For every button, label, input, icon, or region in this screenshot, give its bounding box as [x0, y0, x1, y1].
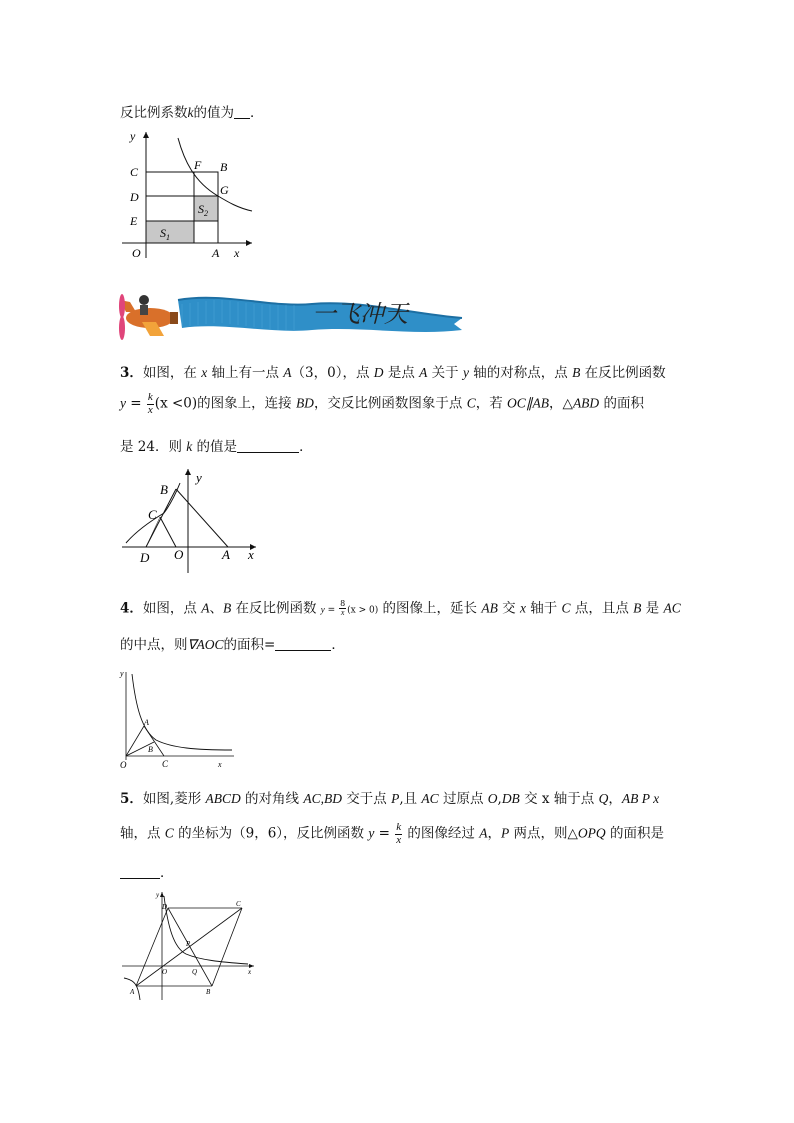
- text-span: k: [147, 391, 153, 403]
- fig-label: F: [194, 158, 202, 172]
- fig-label: O: [132, 246, 141, 260]
- text-span: 8: [340, 599, 346, 608]
- text-span: 点，且点: [570, 600, 634, 617]
- text-span: x: [340, 608, 345, 618]
- text-span: AB P x: [621, 791, 660, 806]
- text-span: 的面积: [599, 395, 644, 412]
- fig-label: y: [130, 129, 136, 143]
- text-span: A: [201, 600, 210, 616]
- text-span: 4．: [120, 600, 143, 617]
- text-span: 2: [204, 209, 208, 218]
- text-span: OPQ: [577, 825, 606, 841]
- text-span: 轴于: [525, 600, 562, 617]
- text-span: S: [198, 202, 204, 216]
- text-span: ,且: [399, 791, 422, 807]
- text-span: x: [147, 403, 153, 416]
- text-span: 反比例系数: [120, 105, 188, 121]
- text-span: 的对角线: [240, 791, 304, 807]
- text-span: y: [368, 825, 375, 841]
- text-span: 轴，点: [120, 825, 165, 842]
- text-span: AB: [481, 600, 498, 616]
- fig-label: A: [222, 547, 230, 562]
- text-span: ,: [497, 791, 502, 807]
- text-span: P: [391, 791, 400, 806]
- text-span: 的图像上，延长: [378, 600, 482, 617]
- q3-line3: [120, 440, 313, 455]
- text-span: 交 x 轴于点: [519, 791, 599, 807]
- text-span: B: [572, 365, 581, 380]
- text-span: OC∥AB: [507, 395, 550, 411]
- text-span: AC: [663, 600, 681, 616]
- text-span: k: [396, 821, 402, 833]
- fig-label: y: [156, 891, 160, 899]
- text-span: 5．: [120, 791, 143, 807]
- text-span: DB: [501, 791, 520, 806]
- q3-figure: [118, 465, 268, 577]
- text-span: B: [222, 600, 232, 616]
- fraction: [147, 392, 154, 416]
- q3-line2: [120, 392, 644, 416]
- text-span: 3．: [120, 365, 143, 381]
- fig-label: B: [148, 745, 153, 754]
- s1-region: [146, 221, 194, 243]
- text-span: 的值为: [193, 105, 234, 121]
- text-span: ，若: [475, 395, 508, 412]
- q2-line1: [120, 106, 264, 121]
- fig-label: x: [234, 246, 240, 260]
- fig-label: C: [148, 507, 157, 522]
- text-span: A: [479, 825, 488, 841]
- text-span: 交于点: [341, 791, 392, 807]
- fig-label: O: [162, 968, 168, 976]
- text-span: C: [466, 395, 476, 411]
- text-span: B: [633, 600, 642, 616]
- fig-label: A: [130, 988, 135, 996]
- text-span: ，: [487, 825, 501, 842]
- text-span: 在反比例函数: [231, 600, 321, 617]
- text-span: 的坐标为（9，6），反比例函数: [173, 825, 369, 842]
- fraction: [395, 822, 402, 846]
- text-span: 交: [497, 600, 520, 617]
- fig-label: A: [144, 718, 149, 727]
- text-span: （3，0），点: [291, 365, 374, 381]
- banner-title: 一飞冲天: [312, 302, 408, 328]
- banner-graphic: [112, 278, 472, 342]
- fig-label: x: [248, 968, 252, 976]
- text-span: P: [500, 825, 510, 841]
- q4-line1: [120, 600, 681, 618]
- text-span: A: [283, 365, 292, 380]
- text-span: (x <0): [154, 395, 198, 412]
- text-span: A: [419, 365, 428, 380]
- fig-label: D: [130, 190, 139, 204]
- text-span: k: [187, 105, 194, 120]
- fig-label: B: [160, 482, 168, 497]
- text-span: ，△: [549, 395, 573, 412]
- fig-label: D: [140, 550, 150, 565]
- text-span: 在反比例函数: [580, 365, 666, 381]
- text-span: ，: [608, 791, 622, 807]
- answer-blank[interactable]: [120, 866, 160, 879]
- text-span: y: [120, 395, 126, 411]
- answer-blank[interactable]: [275, 638, 331, 651]
- answer-blank[interactable]: [234, 106, 250, 119]
- answer-blank[interactable]: [237, 440, 299, 453]
- text-span: ．: [160, 865, 174, 881]
- plane-icon: [120, 295, 178, 336]
- text-span: x: [201, 365, 208, 380]
- text-span: x: [519, 600, 526, 616]
- fig-label: x: [218, 760, 222, 769]
- text-span: S: [160, 226, 166, 240]
- text-span: 关于: [427, 365, 463, 381]
- fig-label: P: [186, 940, 191, 948]
- text-span: y: [320, 604, 325, 615]
- text-span: 1: [166, 233, 170, 242]
- text-span: ABCD: [205, 791, 241, 806]
- text-span: =: [324, 605, 339, 616]
- q3-line1: [120, 366, 666, 381]
- text-span: BD: [295, 395, 314, 411]
- propeller-icon: [119, 294, 125, 340]
- text-span: 的面积是: [605, 825, 664, 842]
- text-span: ，交反比例函数图象于点: [313, 395, 467, 412]
- fig-label: D: [162, 903, 168, 911]
- fig-label: C: [162, 759, 169, 769]
- q5-figure: [120, 888, 258, 1002]
- text-span: 的面积=: [223, 637, 276, 653]
- text-span: 轴上有一点: [207, 365, 284, 381]
- fig-label: x: [248, 547, 254, 562]
- text-span: AC: [421, 791, 439, 806]
- text-span: AC,BD: [303, 791, 342, 806]
- text-span: 如图,菱形: [142, 791, 206, 807]
- fig-label: B: [206, 988, 211, 996]
- fig-label: E: [130, 214, 138, 228]
- text-span: ．: [299, 439, 313, 455]
- q5-line3: [120, 866, 174, 881]
- fig-label: O: [174, 547, 184, 562]
- text-span: =: [374, 825, 395, 842]
- text-span: C: [561, 600, 571, 616]
- fig-label: Q: [192, 968, 198, 976]
- text-span: 的值是: [192, 439, 238, 455]
- text-span: x: [396, 833, 402, 846]
- text-span: 如图，在: [142, 365, 202, 381]
- q4-figure: [116, 668, 240, 772]
- text-span: 轴的对称点，点: [468, 365, 573, 381]
- fig-label: C: [236, 900, 241, 908]
- q4-line2: [120, 638, 345, 653]
- q5-line1: [120, 792, 659, 807]
- text-span: 的图像经过: [403, 825, 480, 842]
- fig-label: A: [212, 246, 220, 260]
- text-span: 如图，点: [142, 600, 202, 617]
- text-span: k: [186, 439, 193, 454]
- q5-line2: [120, 822, 664, 846]
- text-span: O: [487, 791, 498, 806]
- fig-label: G: [220, 183, 229, 197]
- text-span: ∇AOC: [187, 637, 224, 652]
- fig-label: y: [120, 669, 124, 678]
- text-span: =: [126, 395, 146, 412]
- text-span: D: [373, 365, 384, 380]
- text-span: 的图象上，连接: [197, 395, 296, 412]
- text-span: (x > 0): [347, 605, 379, 616]
- fig-label: B: [220, 160, 228, 174]
- q2-figure: [112, 124, 262, 264]
- text-span: 是: [641, 600, 664, 617]
- text-span: ．: [250, 105, 264, 121]
- fig-label: O: [120, 760, 127, 770]
- fig-label: C: [130, 165, 139, 179]
- text-span: 过原点: [438, 791, 488, 807]
- text-span: 的中点，则: [120, 637, 188, 653]
- fraction: [339, 600, 346, 618]
- text-span: 两点，则△: [509, 825, 578, 842]
- text-span: C: [164, 825, 174, 841]
- text-span: 是点: [383, 365, 420, 381]
- text-span: Q: [598, 791, 609, 806]
- text-span: 是 24．则: [120, 439, 187, 455]
- text-span: ABD: [572, 395, 600, 411]
- text-span: y: [462, 365, 469, 380]
- fig-label: y: [196, 470, 202, 485]
- text-span: ．: [331, 637, 345, 653]
- text-span: 、: [209, 600, 223, 617]
